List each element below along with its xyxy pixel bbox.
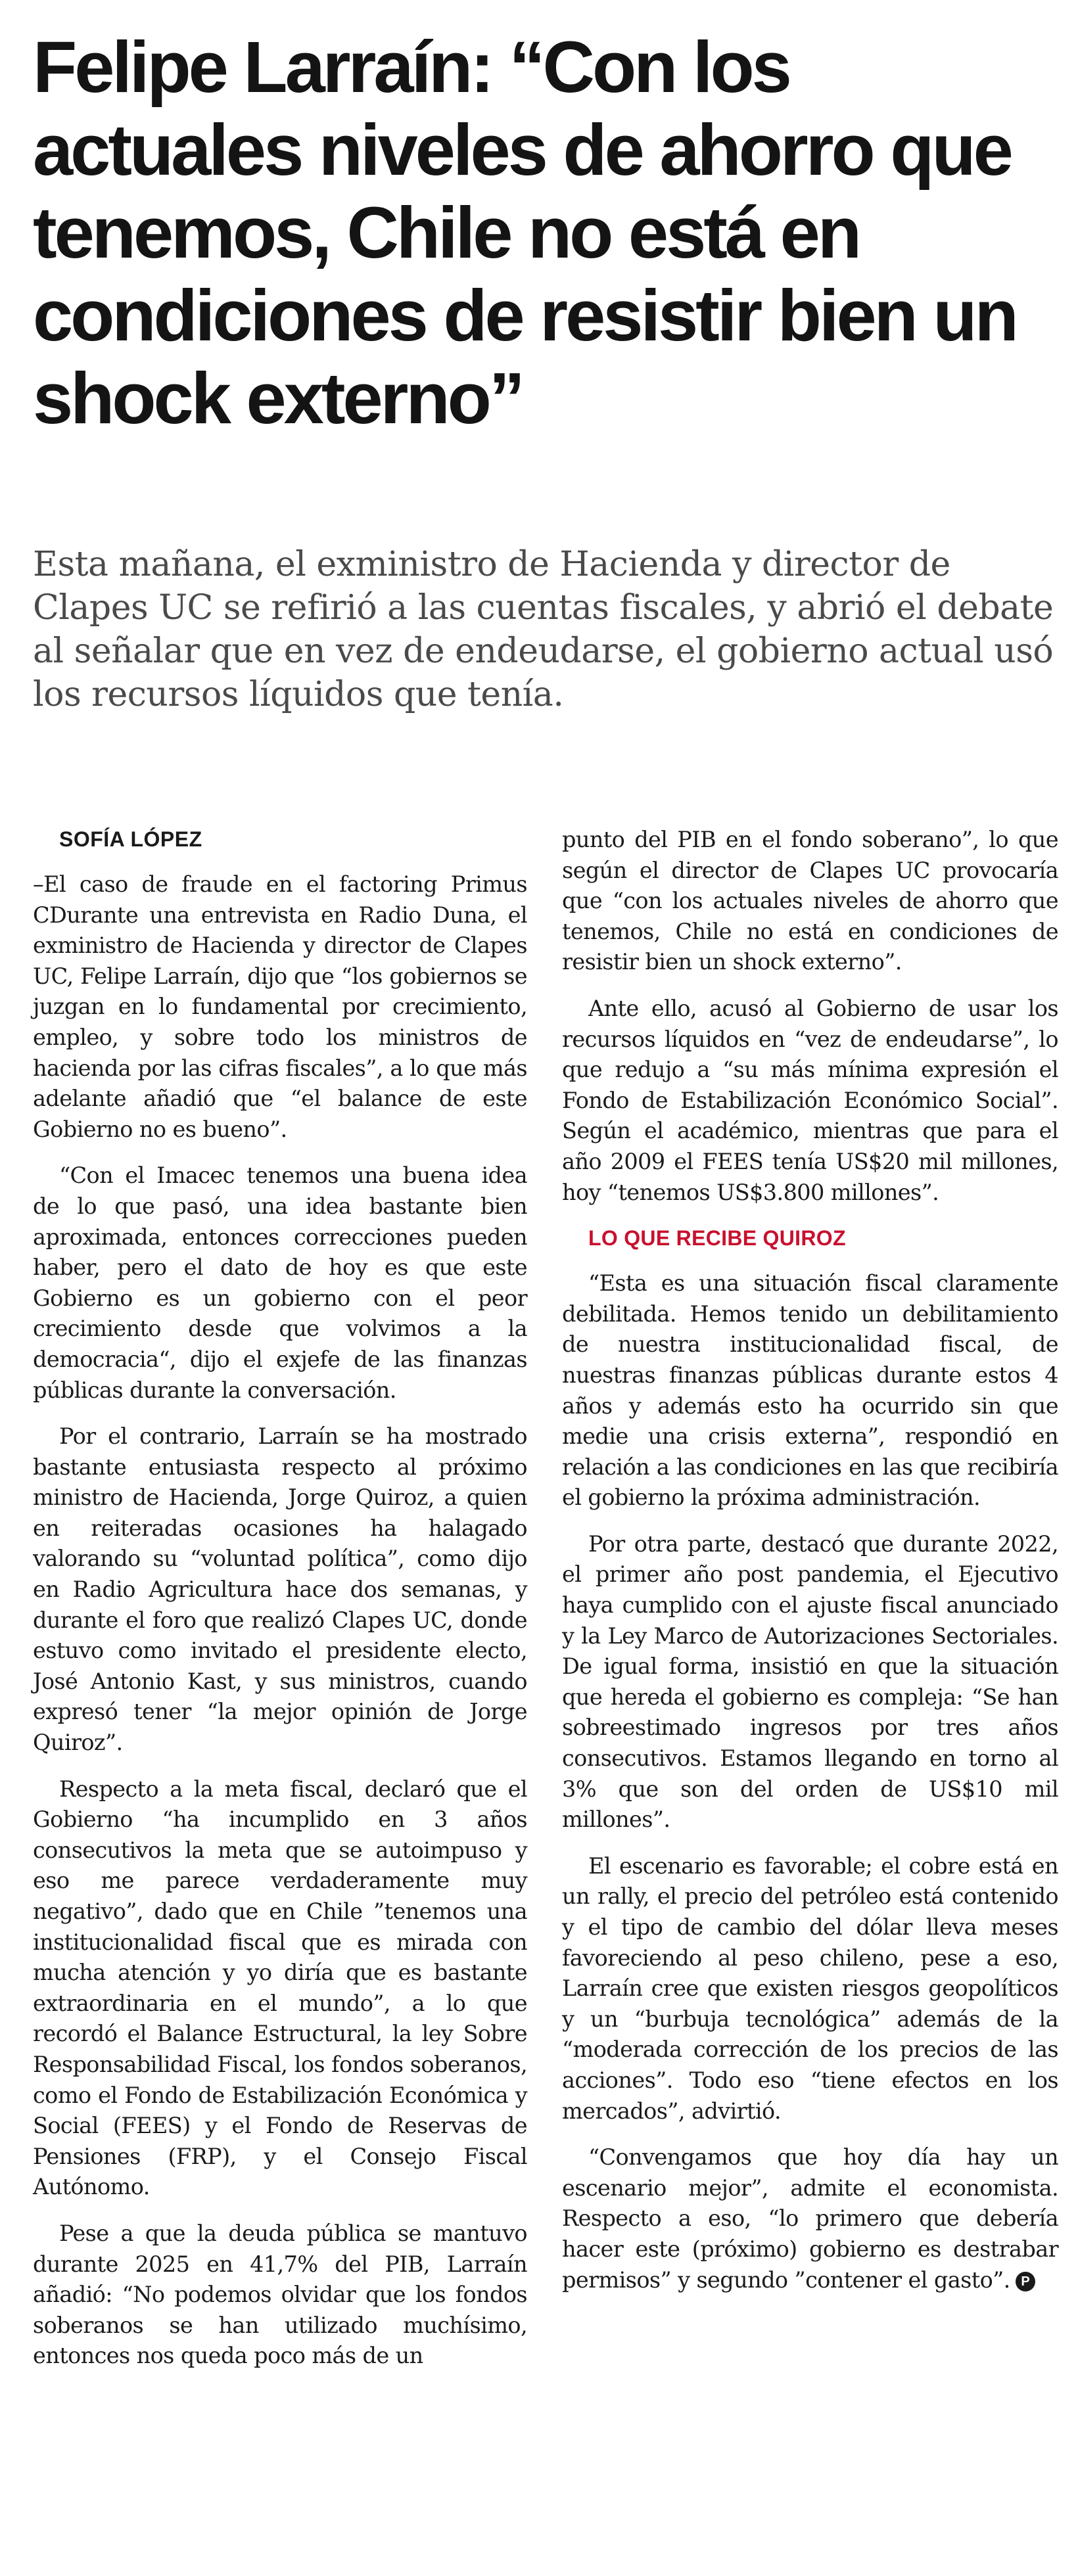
article-paragraph: –El caso de fraude en el factoring Primus CDurante una entrevista en Radio Duna, el exministro de Hacienda y director de Clapes UC, Felipe Larraín, dijo que “los gobiernos se juzgan en lo fundamental por crecimiento, empleo, y sobre todo los ministros de hacienda por las cifras fiscales”, a lo que más adelante añadió que “el balance de este Gobierno no es bueno”.: [33, 871, 527, 1142]
section-subhead: LO QUE RECIBE QUIROZ: [588, 1226, 846, 1251]
article-paragraph: punto del PIB en el fondo soberano”, lo que según el director de Clapes UC provocaría que “con los actuales niveles de ahorro que tenemos, Chile no está en condiciones de resistir bien un shock externo”.: [562, 827, 1058, 975]
article-column-left: [33, 825, 527, 2387]
article-paragraph: [562, 2142, 1058, 2295]
article-paragraph: Respecto a la meta fiscal, declaró que el Gobierno “ha incumplido en 3 años consecutivos la meta que se autoimpuso y eso me parece verdaderamente muy negativo”, dado que en Chile ”tenemos una institucionalidad fiscal que es mirada con mucha atención y yo diría que es bastante extraordinaria en el mundo”, a lo que recordó el Balance Estructural, la ley Sobre Responsabilidad Fiscal, los fondos soberanos, como el Fondo de Estabilización Económica y Social (FEES) y el Fondo de Reservas de Pensiones (FRP), y el Consejo Fiscal Autónomo.: [33, 1776, 527, 2200]
article-paragraph: Por el contrario, Larraín se ha mostrado bastante entusiasta respecto al próximo ministro de Hacienda, Jorge Quiroz, a quien en reiteradas ocasiones ha halagado valorando su “voluntad política”, como dijo en Radio Agricultura hace dos semanas, y durante el foro que realizó Clapes UC, donde estuvo como invitado el presidente electo, José Antonio Kast, y sus ministros, cuando expresó tener “la mejor opinión de Jorge Quiroz”.: [33, 1423, 527, 1756]
article-paragraph: “Con el Imacec tenemos una buena idea de lo que pasó, una idea bastante bien aproximada, entonces correcciones pueden haber, pero el dato de hoy es que este Gobierno es un gobierno con el peor crecimiento desde que volvimos a la democracia“, dijo el exjefe de las finanzas públicas durante la conversación.: [33, 1162, 527, 1403]
byline: SOFÍA LÓPEZ: [59, 827, 202, 851]
article-paragraph: Por otra parte, destacó que durante 2022, el primer año post pandemia, el Ejecutivo haya cumplido con el ajuste fiscal anunciado y la Ley Marco de Autorizaciones Sectoriales. De igual forma, insistió en que la situación que hereda el gobierno es compleja: “Se han sobreestimado ingresos por tres años consecutivos. Estamos llegando en torno al 3% que son del orden de US$10 mil millones”.: [562, 1530, 1058, 1833]
article-paragraph-text: “Convengamos que hoy día hay un escenario mejor”, admite el economista. Respecto a eso, “lo primero que debería hacer este (próximo) gobierno es destrabar permisos” y segundo ”contener el gasto”.: [562, 2144, 1058, 2293]
standfirst: Esta mañana, el exministro de Hacienda y director de Clapes UC se refirió a las cuentas fiscales, y abrió el debate al señalar que en vez de endeudarse, el gobierno actual usó los recursos líquidos que tenía.: [33, 545, 1054, 714]
article-column-right: [562, 825, 1058, 2311]
article-paragraph: El escenario es favorable; el cobre está en un rally, el precio del petróleo está contenido y el tipo de cambio del dólar lleva meses favoreciendo al peso chileno, pese a eso, Larraín cree que existen riesgos geopolíticos y un “burbuja tecnológica” además de la “moderada corrección de los precios de las acciones”. Todo eso “tiene efectos en los mercados”, advirtió.: [562, 1852, 1058, 2124]
end-of-article-icon: P: [1016, 2272, 1035, 2291]
article-paragraph: “Esta es una situación fiscal claramente debilitada. Hemos tenido un debilitamiento de nuestra institucionalidad fiscal, de nuestras finanzas públicas durante estos 4 años y además esto ha ocurrido sin que medie una crisis externa”, respondió en relación a las condiciones en las que recibiría el gobierno la próxima administración.: [562, 1270, 1058, 1511]
article-paragraph: Ante ello, acusó al Gobierno de usar los recursos líquidos en “vez de endeudarse”, lo que redujo a “su más mínima expresión el Fondo de Estabilización Económico Social”. Según el académico, mientras que para el año 2009 el FEES tenía US$20 mil millones, hoy “tenemos US$3.800 millones”.: [562, 995, 1058, 1205]
headline: Felipe Larraín: “Con los actuales niveles de ahorro que tenemos, Chile no está en condiciones de resistir bien un shock externo”: [33, 27, 1016, 439]
article-paragraph: Pese a que la deuda pública se mantuvo durante 2025 en 41,7% del PIB, Larraín añadió: “No podemos olvidar que los fondos soberanos se han utilizado muchísimo, entonces nos queda poco más de un: [33, 2220, 527, 2369]
